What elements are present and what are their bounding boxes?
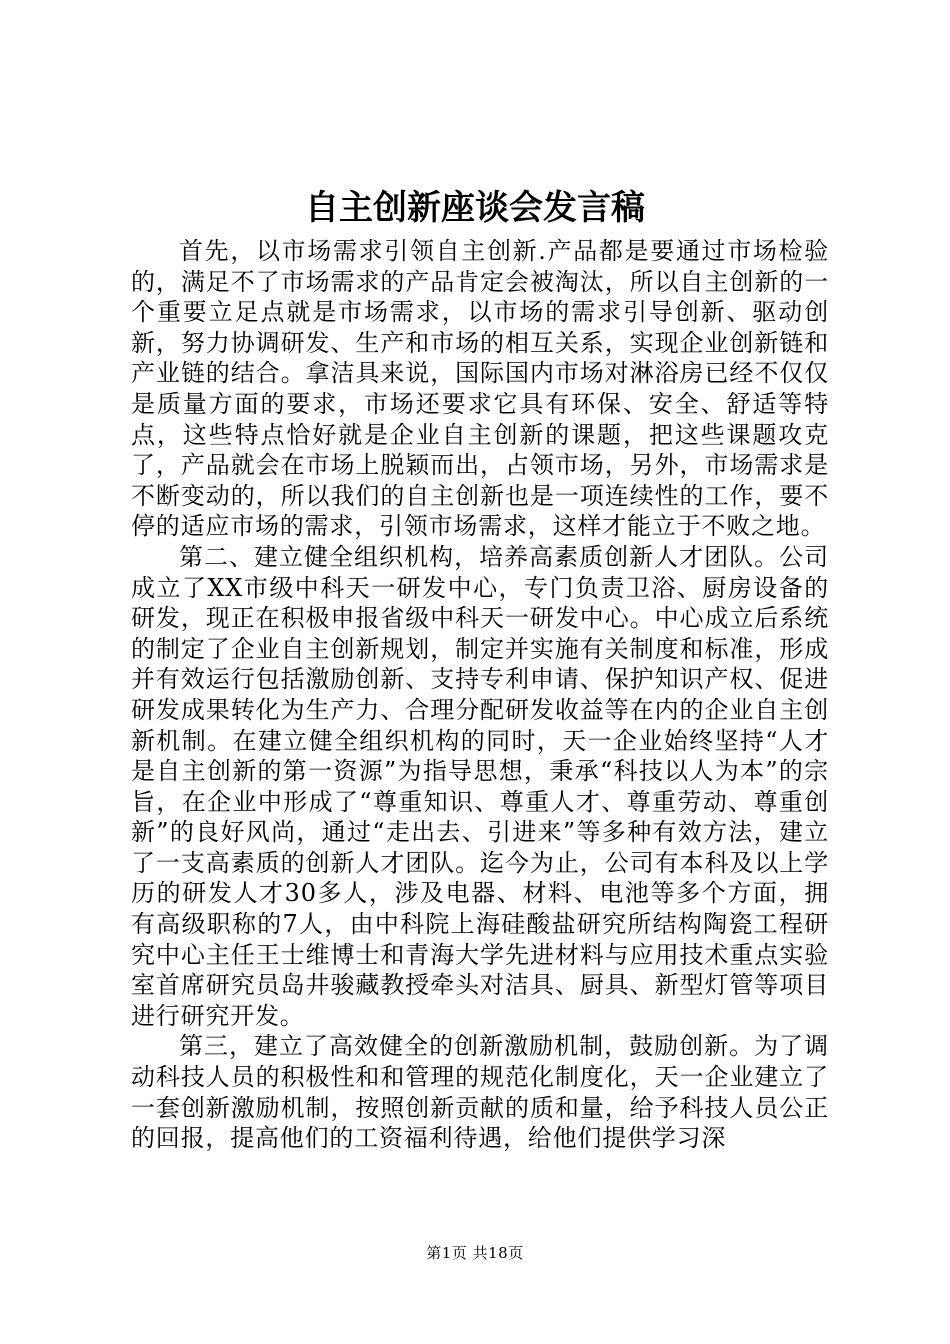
page-footer: 第1页 共18页 xyxy=(426,1244,524,1262)
paragraph-1: 首先，以市场需求引领自主创新.产品都是要通过市场检验的，满足不了市场需求的产品肯定会被淘汰，所以自主创新的一个重要立足点就是市场需求，以市场的需求引导创新、驱动创新，努力协调研发、生产和市场的相互关系，实现企业创新链和产业链的结合。拿洁具来说，国际国内市场对淋浴房已经不仅仅是质量方面的要求，市场还要求它具有环保、安全、舒适等特点，这些特点恰好就是企业自主创新的课题，把这些课题攻克了，产品就会在市场上脱颖而出，占领市场，另外，市场需求是不断变动的，所以我们的自主创新也是一项连续性的工作，要不停的适应市场的需求，引领市场需求，这样才能立于不败之地。 xyxy=(131,237,829,541)
paragraph-3: 第三，建立了高效健全的创新激励机制，鼓励创新。为了调动科技人员的积极性和和管理的规范化制度化，天一企业建立了一套创新激励机制，按照创新贡献的质和量，给予科技人员公正的回报，提高他们的工资福利待遇，给他们提供学习深 xyxy=(131,1032,829,1153)
document-body xyxy=(131,236,829,1154)
document-title: 自主创新座谈会发言稿 xyxy=(305,188,645,228)
paragraph-2: 第二、建立健全组织机构，培养高素质创新人才团队。公司成立了XX市级中科天一研发中心，专门负责卫浴、厨房设备的研发，现正在积极申报省级中科天一研发中心。中心成立后系统的制定了企业自主创新规划，制定并实施有关制度和标准，形成并有效运行包括激励创新、支持专利申请、保护知识产权、促进研发成果转化为生产力、合理分配研发收益等在内的企业自主创新机制。在建立健全组织机构的同时，天一企业始终坚持“人才是自主创新的第一资源”为指导思想，秉承“科技以人为本”的宗旨，在企业中形成了“尊重知识、尊重人才、尊重劳动、尊重创新”的良好风尚，通过“走出去、引进来”等多种有效方法，建立了一支高素质的创新人才团队。迄今为止，公司有本科及以上学历的研发人才30多人，涉及电器、材料、电池等多个方面，拥有高级职称的7人，由中科院上海硅酸盐研究所结构陶瓷工程研究中心主任王士维博士和青海大学先进材料与应用技术重点实验室首席研究员岛井骏藏教授牵头对洁具、厨具、新型灯管等项目进行研究开发。 xyxy=(131,542,829,1030)
